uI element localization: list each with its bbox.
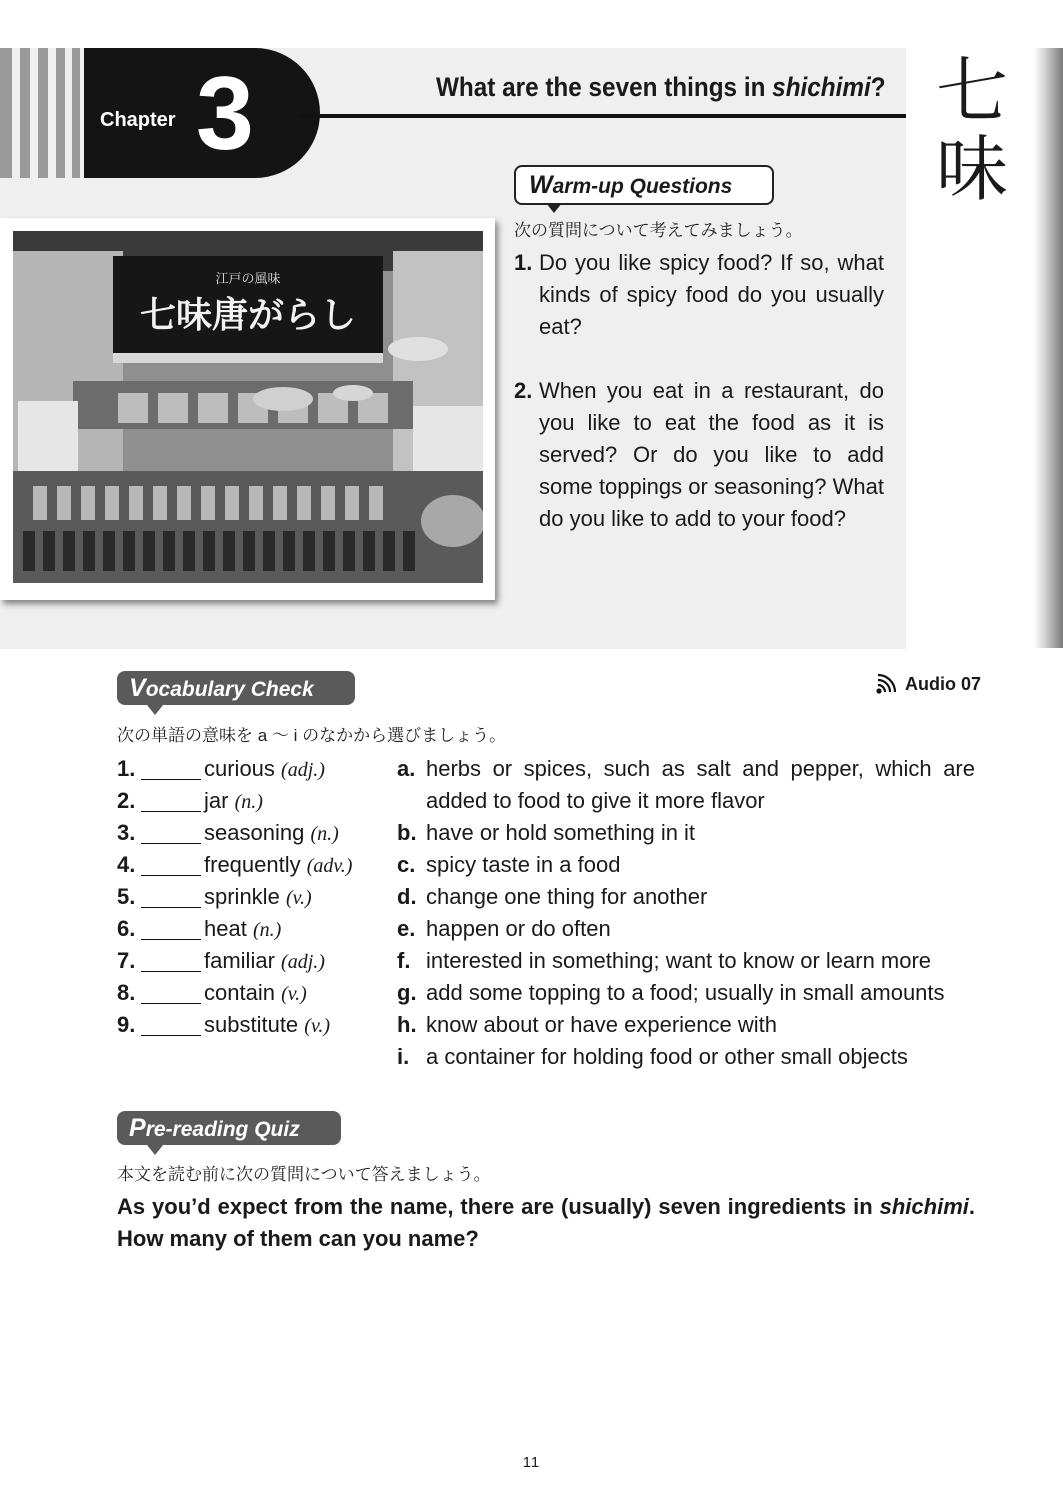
definition-item [397, 1009, 975, 1041]
part-of-speech: (v.) [285, 887, 312, 909]
chapter-number: 3 [196, 56, 252, 172]
answer-blank[interactable] [141, 787, 201, 812]
prereading-question: As you’d expect from the name, there are (usually) seven ingredients in shichimi. How many of them can you name? [117, 1194, 975, 1251]
part-of-speech: (n.) [310, 823, 339, 845]
definition-item [397, 817, 975, 849]
question-text: When you eat in a restaurant, do you like to eat the food as it is served? Or do you like to add some toppings or seasoning? What do you like to add to your food? [539, 378, 884, 531]
definition-text: happen or do often [426, 916, 611, 941]
title-rule [300, 114, 906, 118]
svg-text:七味唐がらし: 七味唐がらし [139, 294, 357, 336]
word-number: 8. [117, 980, 136, 1005]
answer-blank[interactable] [141, 755, 201, 780]
vocab-word: curious [204, 756, 275, 781]
definition-text: a container for holding food or other small objects [426, 1044, 908, 1069]
part-of-speech: (adj.) [281, 951, 325, 973]
vocab-word-item [117, 849, 352, 881]
word-number: 7. [117, 948, 136, 973]
vocab-word: substitute [204, 1012, 299, 1037]
answer-blank[interactable] [141, 1011, 201, 1036]
prereading-heading: Pre-reading Quiz [117, 1111, 341, 1145]
stall-illustration [13, 231, 483, 583]
part-of-speech: (adv.) [306, 855, 353, 877]
part-of-speech: (v.) [304, 1015, 331, 1037]
vocab-word: familiar [204, 948, 275, 973]
answer-blank[interactable] [141, 851, 201, 876]
vocab-word-item [117, 785, 352, 817]
answer-blank[interactable] [141, 915, 201, 940]
word-number: 2. [117, 788, 136, 813]
chapter-label: Chapter [100, 109, 176, 131]
definition-letter: h. [397, 1012, 417, 1037]
warmup-heading: Warm-up Questions [514, 165, 774, 205]
vocab-heading: Vocabulary Check [117, 671, 355, 705]
question-text: Do you like spicy food? If so, what kinds of spicy food do you usually eat? [539, 250, 884, 339]
vocab-word-item [117, 881, 352, 913]
chapter-kanji: 七味 [935, 49, 1008, 211]
page-number: 11 [522, 1454, 541, 1471]
answer-blank[interactable] [141, 883, 201, 908]
answer-blank[interactable] [141, 819, 201, 844]
vocab-word: heat [204, 916, 247, 941]
definition-letter: a. [397, 756, 416, 781]
definition-letter: i. [397, 1044, 410, 1069]
word-number: 3. [117, 820, 136, 845]
warmup-question-2 [514, 375, 884, 535]
definition-letter: c. [397, 852, 416, 877]
word-number: 6. [117, 916, 136, 941]
definition-text: add some topping to a food; usually in small amounts [426, 980, 945, 1005]
part-of-speech: (n.) [234, 791, 263, 813]
audio-signal-icon [876, 674, 902, 694]
definition-text: have or hold something in it [426, 820, 696, 845]
definition-letter: b. [397, 820, 417, 845]
vocab-word-item [117, 753, 352, 785]
svg-text:江戸の風味: 江戸の風味 [215, 272, 281, 287]
vocab-word-item [117, 1009, 352, 1041]
definition-text: know about or have experience with [426, 1012, 777, 1037]
page-edge-tab [1034, 48, 1063, 648]
definition-letter: d. [397, 884, 417, 909]
definition-letter: f. [397, 948, 411, 973]
answer-blank[interactable] [141, 947, 201, 972]
warmup-instruction: 次の質問について考えてみましょう。 [514, 221, 803, 240]
chapter-stripes [0, 48, 90, 178]
vocab-word: frequently [204, 852, 301, 877]
word-number: 1. [117, 756, 136, 781]
audio-label: Audio 07 [905, 674, 982, 694]
vocab-word: jar [204, 788, 229, 813]
vocab-instruction: 次の単語の意味を a ～ i のなかから選びましょう。 [117, 726, 507, 745]
vocab-word: sprinkle [204, 884, 280, 909]
part-of-speech: (adj.) [281, 759, 325, 781]
definition-item [397, 977, 975, 1009]
vocab-word-item [117, 977, 352, 1009]
definition-text: spicy taste in a food [426, 852, 621, 877]
definition-text: change one thing for another [426, 884, 708, 909]
vocab-definition-list [397, 753, 975, 1073]
vocab-word-list [117, 753, 352, 1041]
definition-item [397, 881, 975, 913]
vocab-word-item [117, 913, 352, 945]
word-number: 4. [117, 852, 136, 877]
definition-item [397, 849, 975, 881]
shichimi-stall-photo [0, 218, 495, 600]
word-number: 5. [117, 884, 136, 909]
definition-item [397, 753, 975, 817]
vocab-word-item [117, 945, 352, 977]
question-number: 1. [514, 250, 533, 275]
definition-item [397, 945, 975, 977]
definition-letter: e. [397, 916, 416, 941]
word-number: 9. [117, 1012, 136, 1037]
answer-blank[interactable] [141, 979, 201, 1004]
definition-letter: g. [397, 980, 417, 1005]
definition-text: interested in something; want to know or learn more [426, 948, 932, 973]
definition-text: herbs or spices, such as salt and pepper, which are added to food to give it more flavor [426, 756, 975, 813]
definition-item [397, 913, 975, 945]
chapter-title: What are the seven things in shichimi? [436, 72, 886, 102]
warmup-question-1 [514, 247, 884, 343]
definition-item [397, 1041, 975, 1073]
part-of-speech: (v.) [281, 983, 307, 1005]
part-of-speech: (n.) [252, 919, 282, 941]
prereading-instruction: 本文を読む前に次の質問について答えましょう。 [117, 1165, 491, 1184]
audio-link[interactable] [876, 674, 981, 695]
vocab-word: seasoning [204, 820, 305, 845]
vocab-word: contain [204, 980, 275, 1005]
vocab-word-item [117, 817, 352, 849]
question-number: 2. [514, 378, 533, 403]
